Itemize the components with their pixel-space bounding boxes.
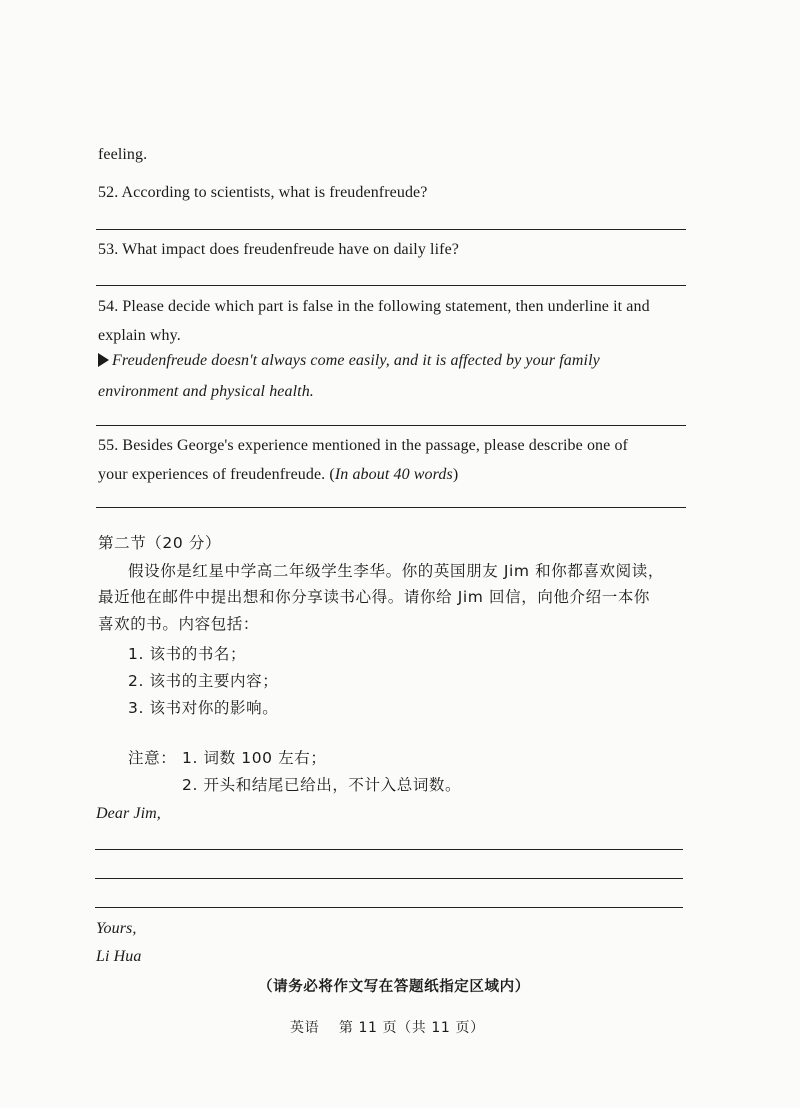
answer-sheet-instruction: （请务必将作文写在答题纸指定区域内） bbox=[258, 979, 530, 995]
question-55-line2: your experiences of freudenfreude. (In about 40 words) bbox=[98, 466, 459, 483]
note-2: 2. 开头和结尾已给出，不计入总词数。 bbox=[182, 776, 462, 794]
content-point-2: 2. 该书的主要内容； bbox=[128, 672, 279, 690]
statement-line1: Freudenfreude doesn't always come easily, and it is affected by your family bbox=[98, 352, 600, 370]
question-text-line1: Besides George's experience mentioned in the passage, please describe one of bbox=[122, 437, 628, 454]
content-point-1: 1. 该书的书名； bbox=[128, 645, 247, 663]
statement-line2: environment and physical health. bbox=[98, 383, 314, 400]
answer-line-55[interactable] bbox=[96, 507, 686, 508]
answer-line-52[interactable] bbox=[96, 229, 686, 230]
note-label: 注意： bbox=[128, 749, 177, 767]
question-53 bbox=[98, 241, 459, 259]
closing: Yours, bbox=[96, 920, 137, 937]
section-heading: 第二节（20 分） bbox=[98, 534, 222, 552]
writing-line-1[interactable] bbox=[95, 849, 683, 850]
content-point-3: 3. 该书对你的影响。 bbox=[128, 699, 279, 717]
signature: Li Hua bbox=[96, 948, 142, 965]
question-54 bbox=[98, 298, 650, 316]
note-1: 1. 词数 100 左右； bbox=[182, 749, 327, 767]
salutation: Dear Jim, bbox=[96, 805, 161, 822]
question-text: According to scientists, what is freudenfreude? bbox=[121, 184, 428, 201]
writing-line-3[interactable] bbox=[95, 907, 683, 908]
continuation-text: feeling. bbox=[98, 146, 148, 163]
question-55 bbox=[98, 437, 628, 455]
answer-line-53[interactable] bbox=[96, 285, 686, 286]
arrow-marker-icon bbox=[98, 353, 109, 367]
question-number: 53. bbox=[98, 241, 119, 258]
question-52 bbox=[98, 184, 427, 202]
intro-line2: 最近他在邮件中提出想和你分享读书心得。请你给 Jim 回信，向他介绍一本你 bbox=[98, 588, 651, 606]
intro-line3: 喜欢的书。内容包括： bbox=[98, 615, 260, 633]
question-number: 54. bbox=[98, 298, 119, 315]
question-text: What impact does freudenfreude have on daily life? bbox=[122, 241, 459, 258]
writing-line-2[interactable] bbox=[95, 878, 683, 879]
question-number: 55. bbox=[98, 437, 119, 454]
intro-line1: 假设你是红星中学高二年级学生李华。你的英国朋友 Jim 和你都喜欢阅读， bbox=[128, 562, 664, 580]
answer-line-54[interactable] bbox=[96, 425, 686, 426]
question-54-line2: explain why. bbox=[98, 327, 181, 344]
question-number: 52. bbox=[98, 184, 119, 201]
question-text-line1: Please decide which part is false in the following statement, then underline it and bbox=[122, 298, 650, 315]
page-footer: 英语 第 11 页（共 11 页） bbox=[290, 1020, 485, 1036]
